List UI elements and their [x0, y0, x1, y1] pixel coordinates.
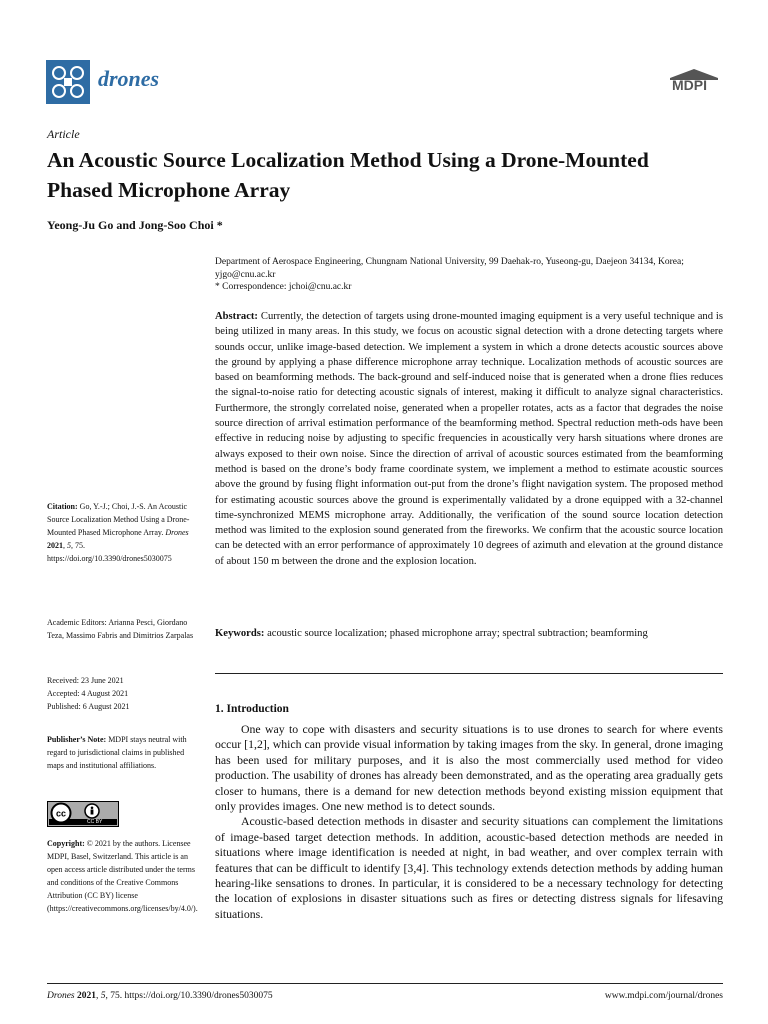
license-badge-text: CC BY	[87, 819, 103, 825]
correspondence-email[interactable]: jchoi@cnu.ac.kr	[288, 282, 352, 292]
publisher-logo-text: MDPI	[672, 77, 707, 93]
journal-url[interactable]: www.mdpi.com/journal/drones	[604, 991, 723, 1001]
section-heading: 1. Introduction	[215, 703, 289, 715]
citation: Citation: Go, Y.-J.; Choi, J.-S. An Acoustic Source Localization Method Using a Drone-Mounted Phased Microphone Array. Drones 2021, 5, 75. https://doi.org/10.3390/drones5030075	[47, 502, 190, 563]
mdpi-logo	[666, 68, 722, 94]
footer-doi-link[interactable]: , 75. https://doi.org/10.3390/drones5030075	[105, 991, 273, 1001]
journal-name: drones	[98, 66, 160, 91]
affiliation-block	[215, 256, 715, 294]
keywords	[215, 626, 723, 641]
journal-logo	[46, 60, 90, 104]
keywords-label: Keywords:	[215, 628, 265, 639]
academic-editors: Academic Editors: Arianna Pesci, Giordano Teza, Massimo Fabris and Dimitrios Zarpalas	[47, 618, 194, 640]
paragraph: One way to cope with disasters and security situations is to use drones to search for where events occur [1,2], which can provide visual information by taking images from the sky. In general, drone imaging has been used for military purposes, and it is also the most commercially used method for video production. The usability of drones has already been demonstrated, and as the operating area gradually gets closer to humans, there is a demand for new detection methods beyond existing mission equipment that only provides images. One new method is to detect sounds.	[215, 722, 723, 814]
copyright-notice: Copyright: © 2021 by the authors. Licensee MDPI, Basel, Switzerland. This article is an open access article distributed under the terms and conditions of the Creative Commons Attribution (CC BY) license (https://creativecommons.org/licenses/by/4.0/).	[47, 839, 198, 913]
publisher-note: Publisher’s Note: MDPI stays neutral with regard to jurisdictional claims in published maps and institutional affiliations.	[47, 735, 187, 770]
cc-license-badge[interactable]	[47, 801, 119, 827]
svg-text:cc: cc	[55, 808, 67, 819]
article-title: An Acoustic Source Localization Method Using a Drone-Mounted Phased Microphone Array	[47, 148, 649, 202]
accepted-date: Accepted: 4 August 2021	[47, 689, 129, 698]
correspondence: * Correspondence: jchoi@cnu.ac.kr	[215, 282, 352, 292]
publication-dates	[47, 674, 197, 713]
article-type: Article	[47, 127, 80, 141]
abstract-label: Abstract:	[215, 311, 258, 322]
footer-citation: Drones 2021, 5, 75. https://doi.org/10.3390/drones5030075	[47, 991, 273, 1001]
drone-logo-icon	[46, 60, 90, 104]
affiliation: Department of Aerospace Engineering, Chungnam National University, 99 Daehak-ro, Yuseong-gu, Daejeon 34134, Korea; yjgo@cnu.ac.kr	[215, 257, 684, 280]
authors: Yeong-Ju Go and Jong-Soo Choi *	[47, 218, 223, 232]
section-divider	[215, 673, 723, 674]
introduction-body	[215, 722, 723, 922]
citation-doi[interactable]: , 75. https://doi.org/10.3390/drones5030075	[47, 541, 172, 563]
received-date: Received: 23 June 2021	[47, 676, 124, 685]
footer-divider	[47, 983, 723, 984]
paragraph: Acoustic-based detection methods in disaster and security situations can complement the limitations of image-based target detection methods. In addition, acoustic-based detection methods are needed in situations where image identification is needed at night, in bad weather, and over complex terrain with features that can be difficult to identify [3,4]. This technology extends detection methods by adding human hearing-like sensations to drones. In particular, it is considered to be a necessary technology for detecting the location of explosions in disaster situations such as fires or detecting distress signals for lifesaving situations.	[215, 814, 723, 921]
keywords-text: acoustic source localization; phased microphone array; spectral subtraction; beamforming	[267, 628, 648, 639]
abstract	[215, 309, 723, 569]
published-date: Published: 6 August 2021	[47, 702, 130, 711]
abstract-text: Currently, the detection of targets using drone-mounted imaging equipment is a very useful technique and is being utilized in many areas. In this study, we focus on acoustic signal detection with a drone detecting targets where sounds occur, unlike image-based detection. We implement a system in which a drone detects acoustic sources above the ground by applying a phase difference microphone array technique. Localization methods of acoustic sources are based on beamforming methods. The back-ground and self-induced noise that is generated when a drone flies reduces the signal-to-noise ratio for detecting acoustic signals of interest, making it difficult to analyze signal characteristics. Furthermore, the strongly correlated noise, generated when a propeller rotates, acts as a factor that degrades the noise source direction of arrival estimation performance of the beamforming method. Spectral reduction meth-ods have been effective in reducing noise by adjusting to specific frequencies in acoustically very harsh situations where drones are always exposed to their own noise. Since the direction of arrival of acoustic sources estimated from the beamforming method is based on the drone’s body frame coordinate system, we implement a method to estimate acoustic sources above the ground by fusing flight information out-put from the drone’s flight navigation system. The proposed method for estimating acoustic sources above the ground is experimentally validated by a drone equipped with a 32-channel time-synchronized MEMS microphone array. Additionally, the verification of the sound source location detection method was limited to the explosion sound generated from the fireworks. We confirm that the acoustic source location can be detected with an error performance of approximately 10 degrees of azimuth and elevation at the ground distance of about 150 m between the drone and the explosion location.	[215, 311, 723, 567]
